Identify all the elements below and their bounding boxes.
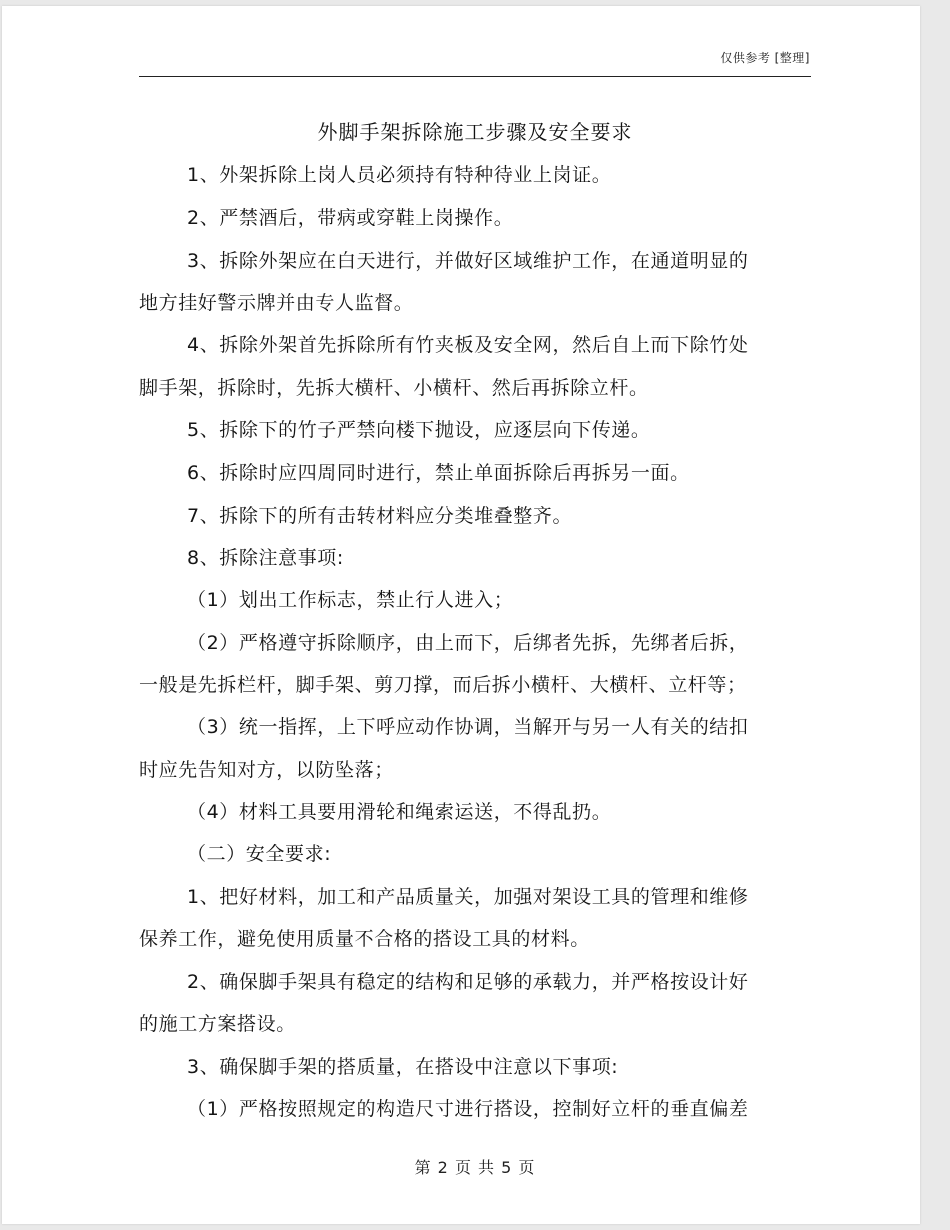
body-line: 4、拆除外架首先拆除所有竹夹板及安全网，然后自上而下除竹处: [187, 334, 749, 356]
body-line: （1）严格按照规定的构造尺寸进行搭设，控制好立杆的垂直偏差: [187, 1098, 749, 1120]
body-line: 2、严禁酒后，带病或穿鞋上岗操作。: [187, 207, 514, 229]
body-line: 8、拆除注意事项:: [187, 547, 344, 569]
body-line: 7、拆除下的所有击转材料应分类堆叠整齐。: [187, 505, 573, 527]
body-line: （二）安全要求:: [187, 843, 332, 865]
body-line: 6、拆除时应四周同时进行，禁止单面拆除后再拆另一面。: [187, 462, 690, 484]
body-line: 3、确保脚手架的搭质量，在搭设中注意以下事项:: [187, 1056, 619, 1078]
body-line: （3）统一指挥，上下呼应动作协调，当解开与另一人有关的结扣: [187, 716, 749, 738]
page-number-footer: 第 2 页 共 5 页: [414, 1158, 536, 1177]
body-line: 1、外架拆除上岗人员必须持有特种待业上岗证。: [187, 164, 612, 186]
body-line: （2）严格遵守拆除顺序，由上而下，后绑者先拆，先绑者后拆，: [187, 632, 749, 654]
body-line: 地方挂好警示牌并由专人监督。: [139, 292, 414, 314]
body-line: 5、拆除下的竹子严禁向楼下抛设，应逐层向下传递。: [187, 419, 651, 441]
body-line: 2、确保脚手架具有稳定的结构和足够的承载力，并严格按设计好: [187, 971, 749, 993]
document-page: [2, 6, 920, 1224]
body-line: 3、拆除外架应在白天进行，并做好区域维护工作，在通道明显的: [187, 250, 749, 272]
body-line: （1）划出工作标志，禁止行人进入；: [187, 589, 514, 611]
body-line: （4）材料工具要用滑轮和绳索运送，不得乱扔。: [187, 801, 612, 823]
body-line: 保养工作，避免使用质量不合格的搭设工具的材料。: [139, 928, 590, 950]
body-line: 的施工方案搭设。: [139, 1013, 296, 1035]
document-title: 外脚手架拆除施工步骤及安全要求: [317, 120, 633, 144]
body-line: 一般是先拆栏杆，脚手架、剪刀撑，而后拆小横杆、大横杆、立杆等；: [139, 674, 747, 696]
header-note: 仅供参考 [整理]: [720, 51, 810, 65]
header-divider: [139, 76, 811, 77]
body-line: 1、把好材料，加工和产品质量关，加强对架设工具的管理和维修: [187, 886, 749, 908]
body-line: 脚手架，拆除时，先拆大横杆、小横杆、然后再拆除立杆。: [139, 377, 649, 399]
body-line: 时应先告知对方，以防坠落；: [139, 759, 394, 781]
